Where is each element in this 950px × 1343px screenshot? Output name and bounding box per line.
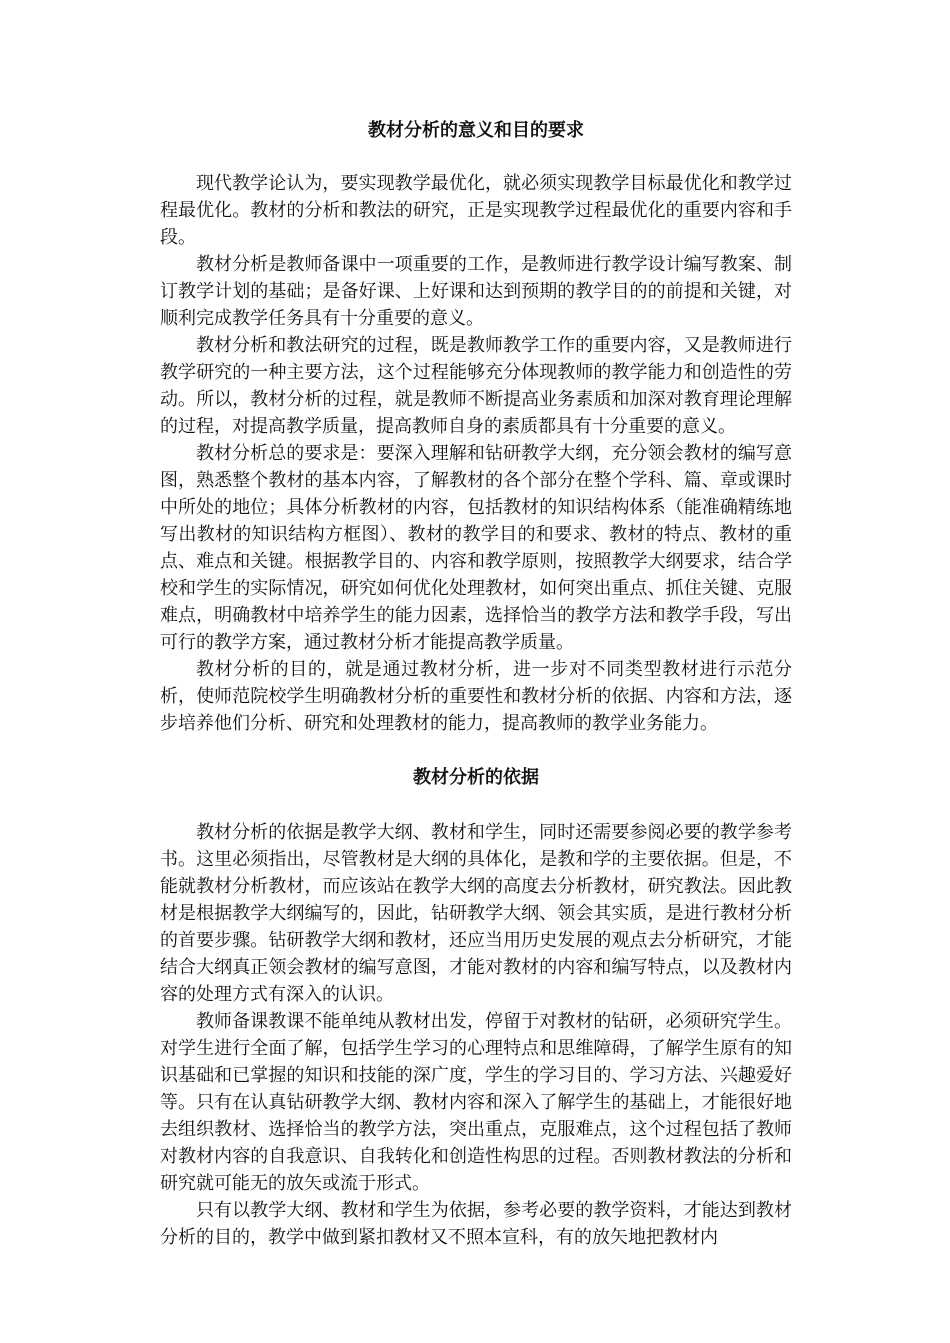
paragraph: 教材分析是教师备课中一项重要的工作，是教师进行教学设计编写教案、制订教学计划的基础；是备好课、上好课和达到预期的教学目的的前提和关键，对顺利完成教学任务具有十分重要的意义。 bbox=[160, 254, 792, 329]
paragraph: 只有以教学大纲、教材和学生为依据，参考必要的教学资料，才能达到教材分析的目的，教学中做到紧扣教材又不照本宣科，有的放矢地把教材内 bbox=[160, 1200, 792, 1248]
paragraph: 教师备课教课不能单纯从教材出发，停留于对教材的钻研，必须研究学生。对学生进行全面了解，包括学生学习的心理特点和思维障碍，了解学生原有的知识基础和已掌握的知识和技能的深广度，学生的学习目的、学习方法、兴趣爱好等。只有在认真钻研教学大纲、教材内容和深入了解学生的基础上，才能很好地去组织教材、选择恰当的教学方法，突出重点，克服难点，这个过程包括了教师对教材内容的自我意识、自我转化和创造性构思的过程。否则教材教法的分析和研究就可能无的放矢或流于形式。 bbox=[160, 1011, 792, 1194]
paragraph: 教材分析的依据是教学大纲、教材和学生，同时还需要参阅必要的教学参考书。这里必须指出，尽管教材是大纲的具体化，是教和学的主要依据。但是，不能就教材分析教材，而应该站在教学大纲的高度去分析教材，研究教法。因此教材是根据教学大纲编写的，因此，钻研教学大纲、领会其实质，是进行教材分析的首要步骤。钻研教学大纲和教材，还应当用历史发展的观点去分析研究，才能结合大纲真正领会教材的编写意图，才能对教材的内容和编写特点，以及教材内容的处理方式有深入的认识。 bbox=[160, 822, 792, 1005]
section-title-basis: 教材分析的依据 bbox=[413, 767, 539, 788]
paragraph: 现代教学论认为，要实现教学最优化，就必须实现教学目标最优化和教学过程最优化。教材的分析和教法的研究，正是实现教学过程最优化的重要内容和手段。 bbox=[160, 173, 792, 248]
section-title-significance: 教材分析的意义和目的要求 bbox=[368, 120, 584, 141]
document-body bbox=[160, 118, 792, 1251]
paragraph: 教材分析的目的，就是通过教材分析，进一步对不同类型教材进行示范分析，使师范院校学生明确教材分析的重要性和教材分析的依据、内容和方法，逐步培养他们分析、研究和处理教材的能力，提高教师的教学业务能力。 bbox=[160, 659, 792, 734]
paragraph: 教材分析和教法研究的过程，既是教师教学工作的重要内容，又是教师进行教学研究的一种主要方法，这个过程能够充分体现教师的教学能力和创造性的劳动。所以，教材分析的过程，就是教师不断提高业务素质和加深对教育理论理解的过程，对提高教学质量，提高教师自身的素质都具有十分重要的意义。 bbox=[160, 335, 792, 437]
paragraph: 教材分析总的要求是：要深入理解和钻研教学大纲，充分领会教材的编写意图，熟悉整个教材的基本内容，了解教材的各个部分在整个学科、篇、章或课时中所处的地位；具体分析教材的内容，包括教材的知识结构体系（能准确精练地写出教材的知识结构方框图）、教材的教学目的和要求、教材的特点、教材的重点、难点和关键。根据教学目的、内容和教学原则，按照教学大纲要求，结合学校和学生的实际情况，研究如何优化处理教材，如何突出重点、抓住关键、克服难点，明确教材中培养学生的能力因素，选择恰当的教学方法和教学手段，写出可行的教学方案，通过教材分析才能提高教学质量。 bbox=[160, 443, 792, 653]
